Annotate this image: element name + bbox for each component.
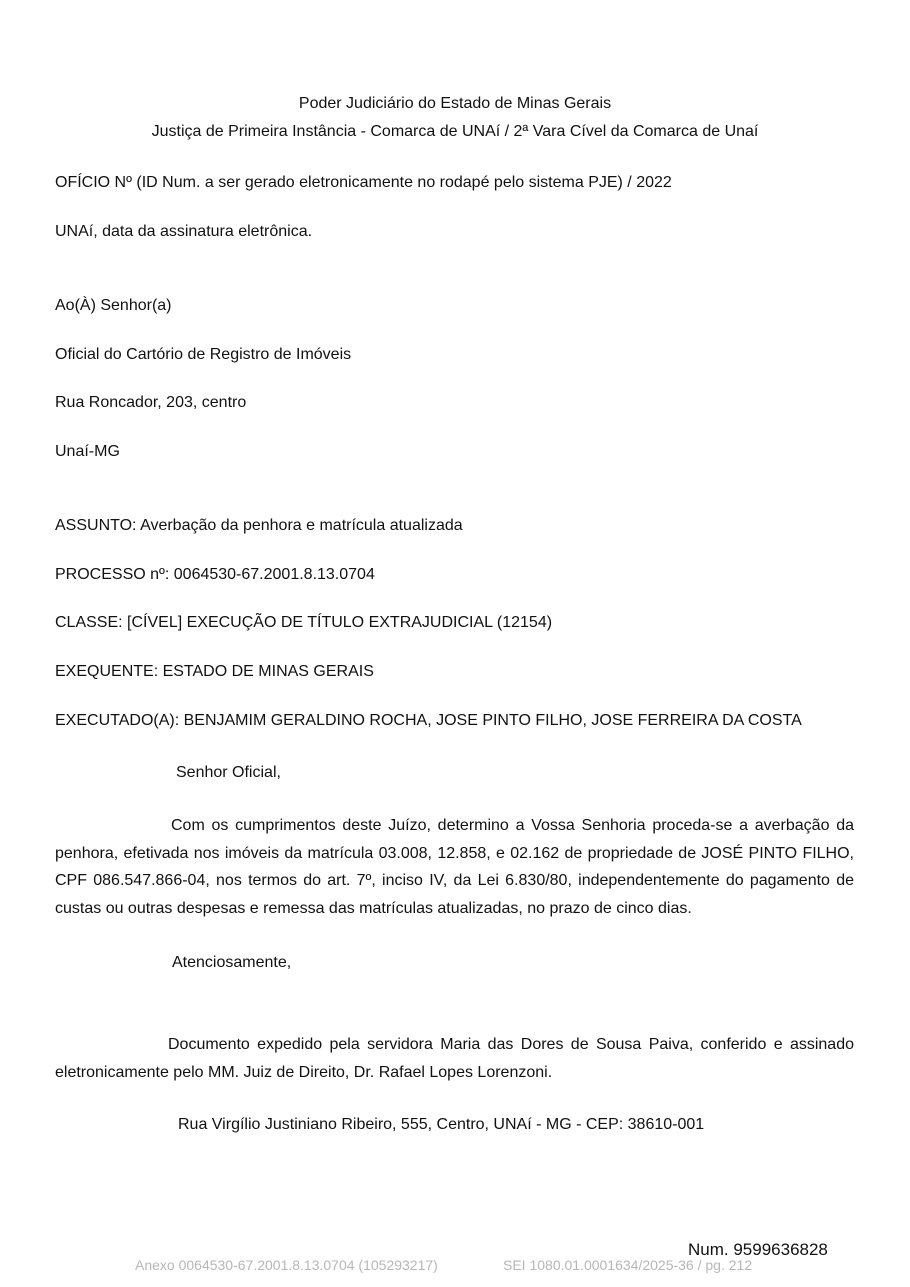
letter-closing: Atenciosamente, bbox=[172, 954, 292, 971]
annex-reference: Anexo 0064530-67.2001.8.13.0704 (105293217) bbox=[135, 1257, 438, 1273]
addressee-salutation: Ao(À) Senhor(a) bbox=[55, 297, 172, 314]
case-process-number: PROCESSO nº: 0064530-67.2001.8.13.0704 bbox=[55, 566, 375, 583]
addressee-office: Oficial do Cartório de Registro de Imóveis bbox=[55, 346, 352, 363]
case-defendants: EXECUTADO(A): BENJAMIM GERALDINO ROCHA, JOSE PINTO FILHO, JOSE FERREIRA DA COSTA bbox=[55, 712, 802, 729]
court-address: Rua Virgílio Justiniano Ribeiro, 555, Centro, UNAí - MG - CEP: 38610-001 bbox=[178, 1116, 705, 1133]
sei-page-reference: SEI 1080.01.0001634/2025-36 / pg. 212 bbox=[503, 1257, 753, 1273]
header-court-division: Justiça de Primeira Instância - Comarca de UNAí / 2ª Vara Cível da Comarca de Unaí bbox=[151, 123, 759, 140]
addressee-street: Rua Roncador, 203, centro bbox=[55, 394, 247, 411]
header-court-name: Poder Judiciário do Estado de Minas Gerais bbox=[298, 95, 612, 112]
case-subject: ASSUNTO: Averbação da penhora e matrícula atualizada bbox=[55, 517, 463, 534]
oficio-number: OFÍCIO Nº (ID Num. a ser gerado eletronicamente no rodapé pelo sistema PJE) / 2022 bbox=[55, 174, 672, 191]
case-plaintiff: EXEQUENTE: ESTADO DE MINAS GERAIS bbox=[55, 663, 374, 680]
date-line: UNAí, data da assinatura eletrônica. bbox=[55, 223, 313, 240]
case-class: CLASSE: [CÍVEL] EXECUÇÃO DE TÍTULO EXTRAJUDICIAL (12154) bbox=[55, 614, 553, 631]
letter-body-paragraph: Com os cumprimentos deste Juízo, determino a Vossa Senhoria proceda-se a averbação da penhora, efetivada nos imóveis da matrícula 03.008, 12.858, e 02.162 de propriedade de JOSÉ PINTO FILHO, CPF 086.547.866-04, nos termos do art. 7º, inciso IV, da Lei 6.830/80, independentemente do pagamento de custas ou outras despesas e remessa das matrículas atualizadas, no prazo de cinco dias. bbox=[55, 817, 854, 917]
letter-greeting: Senhor Oficial, bbox=[176, 764, 281, 781]
addressee-city: Unaí-MG bbox=[55, 443, 120, 460]
signature-note: Documento expedido pela servidora Maria das Dores de Sousa Paiva, conferido e assinado eletronicamente pelo MM. Juiz de Direito, Dr. Rafael Lopes Lorenzoni. bbox=[55, 1036, 854, 1081]
document-id-number: Num. 9599636828 bbox=[688, 1240, 828, 1259]
